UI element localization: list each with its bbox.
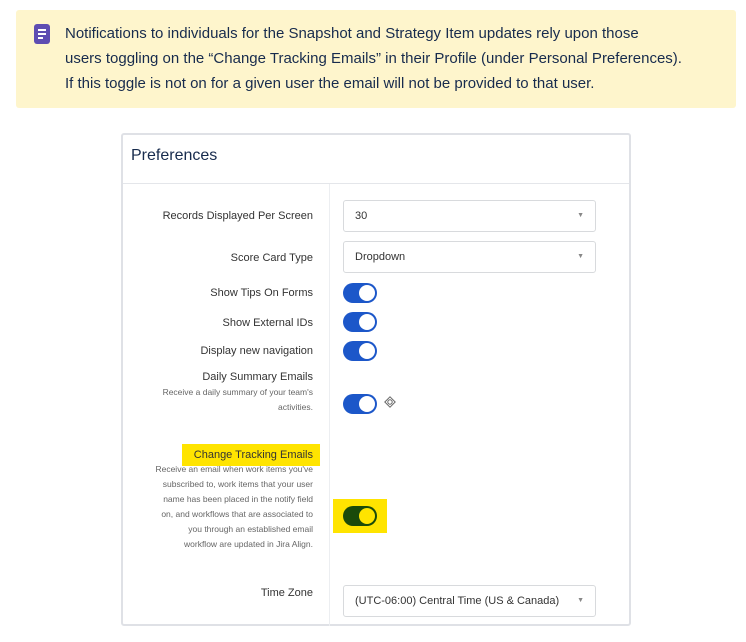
toggle-knob <box>359 314 375 330</box>
show-tips-toggle[interactable] <box>343 283 377 303</box>
show-external-ids-toggle[interactable] <box>343 312 377 332</box>
target-icon[interactable] <box>384 396 396 408</box>
change-tracking-toggle[interactable] <box>343 506 377 526</box>
caret-down-icon: ▼ <box>577 212 584 219</box>
caret-down-icon: ▼ <box>577 597 584 604</box>
select-value: Dropdown <box>355 251 406 263</box>
toggle-knob <box>359 343 375 359</box>
panel-title: Preferences <box>131 147 218 164</box>
change-tracking-label: Change Tracking Emails <box>193 449 313 461</box>
show-tips-label: Show Tips On Forms <box>210 287 313 299</box>
time-zone-select[interactable] <box>343 585 596 617</box>
daily-summary-label: Daily Summary Emails <box>202 371 313 383</box>
records-per-screen-label: Records Displayed Per Screen <box>162 210 313 222</box>
toggle-knob <box>359 508 375 524</box>
description-line: Receive an email when work items you've <box>155 464 313 474</box>
description-line: subscribed to, work items that your user <box>162 479 313 489</box>
description-line: Receive a daily summary of your team's <box>162 387 313 397</box>
select-value: 30 <box>355 210 368 222</box>
note-line: users toggling on the “Change Tracking Emails” in their Profile (under Personal Preferences). <box>65 50 682 67</box>
records-per-screen-select[interactable] <box>343 200 596 232</box>
select-value: (UTC-06:00) Central Time (US & Canada) <box>355 595 560 607</box>
daily-summary-toggle[interactable] <box>343 394 377 414</box>
description-line: workflow are updated in Jira Align. <box>184 539 313 549</box>
note-icon <box>34 24 50 44</box>
caret-down-icon: ▼ <box>577 253 584 260</box>
divider <box>123 183 629 184</box>
score-card-type-label: Score Card Type <box>230 252 313 264</box>
change-tracking-description <box>155 462 313 552</box>
description-line: you through an established email <box>188 524 313 534</box>
toggle-knob <box>359 285 375 301</box>
show-external-ids-label: Show External IDs <box>222 317 313 329</box>
score-card-type-select[interactable] <box>343 241 596 273</box>
note-line: If this toggle is not on for a given user the email will not be provided to that user. <box>65 75 595 92</box>
note-line: Notifications to individuals for the Snapshot and Strategy Item updates rely upon those <box>65 25 639 42</box>
time-zone-label: Time Zone <box>260 587 313 599</box>
note-panel <box>16 10 736 108</box>
preferences-panel <box>121 133 631 626</box>
description-line: activities. <box>278 402 313 412</box>
column-divider <box>329 184 330 626</box>
note-text <box>65 21 733 96</box>
description-line: name has been placed in the notify field <box>163 494 313 504</box>
display-new-navigation-label: Display new navigation <box>200 345 313 357</box>
display-new-navigation-toggle[interactable] <box>343 341 377 361</box>
description-line: on, and workflows that are associated to <box>161 509 313 519</box>
toggle-knob <box>359 396 375 412</box>
daily-summary-description <box>163 385 313 415</box>
